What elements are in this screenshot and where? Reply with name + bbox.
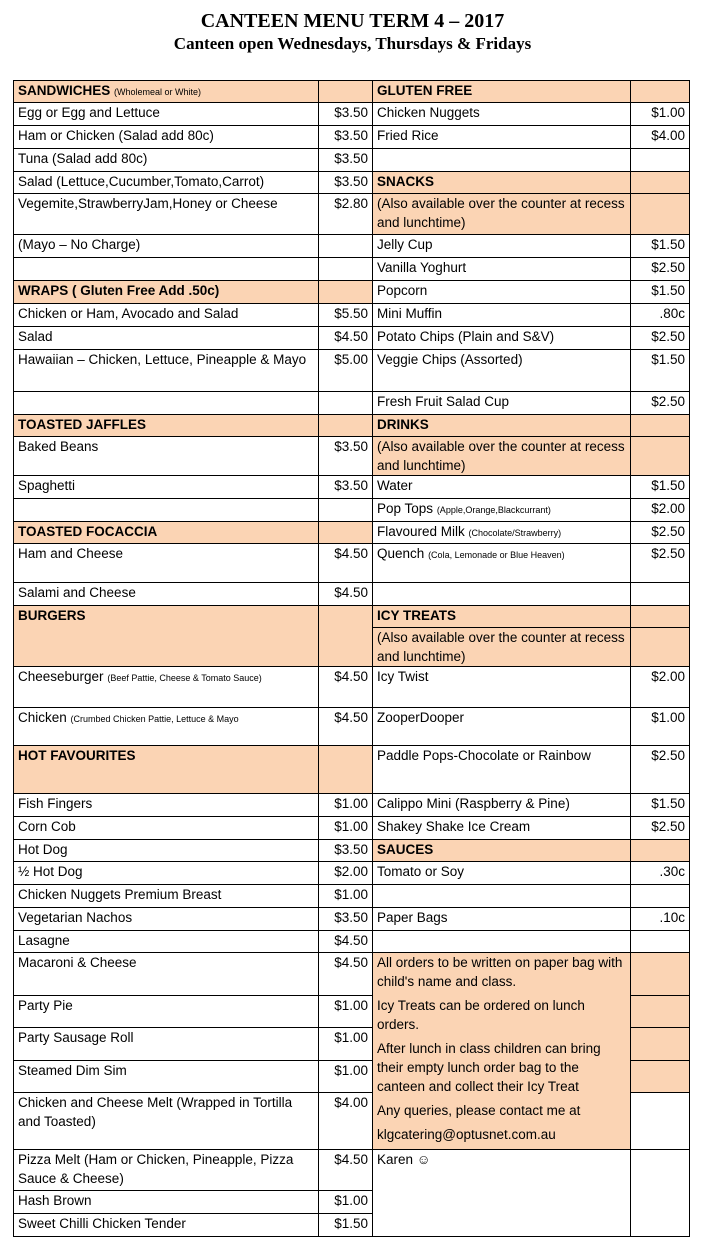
menu-item-detail: (Chocolate/Strawberry) xyxy=(468,528,562,538)
menu-item-name: Water xyxy=(373,476,631,499)
table-row xyxy=(14,103,690,126)
menu-item-price: $4.00 xyxy=(631,126,690,149)
menu-item-price: $1.50 xyxy=(631,350,690,392)
menu-item-price: $2.50 xyxy=(631,258,690,281)
menu-item-name: Steamed Dim Sim xyxy=(14,1060,319,1092)
menu-item-name: Vegetarian Nachos xyxy=(14,908,319,931)
menu-item-name: Vegemite,StrawberryJam,Honey or Cheese xyxy=(14,194,319,235)
menu-header xyxy=(0,9,705,55)
menu-item-price: $3.50 xyxy=(319,476,373,499)
table-row xyxy=(14,327,690,350)
section-header-snacks: SNACKS xyxy=(373,172,631,194)
menu-item-price: $1.00 xyxy=(319,817,373,840)
menu-item-price: $4.50 xyxy=(319,708,373,746)
menu-item-name: Potato Chips (Plain and S&V) xyxy=(373,327,631,350)
menu-item-detail: (Apple,Orange,Blackcurrant) xyxy=(436,505,551,515)
menu-item-price: $1.50 xyxy=(631,235,690,258)
menu-item-name: Chicken (Crumbed Chicken Pattie, Lettuce & Mayo xyxy=(14,708,319,746)
table-row xyxy=(14,350,690,392)
page-subtitle: Canteen open Wednesdays, Thursdays & Fridays xyxy=(173,34,532,53)
table-row xyxy=(14,392,690,415)
menu-item-name: Lasagne xyxy=(14,931,319,953)
menu-item-name: Paper Bags xyxy=(373,908,631,931)
menu-item-name: Hash Brown xyxy=(14,1191,319,1214)
order-note-line: After lunch in class children can bring their empty lunch order bag to the canteen and collect their Icy Treat xyxy=(377,1041,601,1094)
menu-item-name: Jelly Cup xyxy=(373,235,631,258)
menu-item-price: .80c xyxy=(631,304,690,327)
menu-item-name: Chicken or Ham, Avocado and Salad xyxy=(14,304,319,327)
menu-item-name: ½ Hot Dog xyxy=(14,862,319,885)
menu-item-price: $2.00 xyxy=(319,862,373,885)
section-header-drinks: DRINKS xyxy=(373,415,631,437)
table-row xyxy=(14,840,690,862)
table-row xyxy=(14,149,690,172)
table-row xyxy=(14,415,690,437)
menu-item-name: Salad xyxy=(14,327,319,350)
menu-item-price: $2.50 xyxy=(631,817,690,840)
section-header-jaffles: TOASTED JAFFLES xyxy=(14,415,319,437)
menu-item-name: Calippo Mini (Raspberry & Pine) xyxy=(373,794,631,817)
menu-item-price: $1.00 xyxy=(319,885,373,908)
menu-item-name: Paddle Pops-Chocolate or Rainbow xyxy=(373,746,631,794)
menu-item-name: Veggie Chips (Assorted) xyxy=(373,350,631,392)
contact-email: klgcatering@optusnet.com.au xyxy=(377,1127,556,1142)
table-row xyxy=(14,931,690,953)
menu-item-detail: (Beef Pattie, Cheese & Tomato Sauce) xyxy=(107,673,262,683)
menu-item-name: Shakey Shake Ice Cream xyxy=(373,817,631,840)
table-row xyxy=(14,583,690,606)
menu-item-price: $4.50 xyxy=(319,1150,373,1191)
menu-item-name: Pizza Melt (Ham or Chicken, Pineapple, Pizza Sauce & Cheese) xyxy=(14,1150,319,1191)
menu-item-name: Flavoured Milk (Chocolate/Strawberry) xyxy=(373,522,631,544)
menu-item-name: Chicken and Cheese Melt (Wrapped in Tortilla and Toasted) xyxy=(14,1092,319,1149)
menu-item-price: $2.50 xyxy=(631,392,690,415)
menu-item-price: $3.50 xyxy=(319,172,373,194)
section-header-focaccia: TOASTED FOCACCIA xyxy=(14,522,319,544)
page-title: CANTEEN MENU TERM 4 – 2017 xyxy=(200,10,505,32)
menu-table xyxy=(13,80,690,1237)
menu-item-price: $1.00 xyxy=(631,708,690,746)
table-row xyxy=(14,862,690,885)
table-row xyxy=(14,746,690,794)
menu-item-name: Baked Beans xyxy=(14,437,319,476)
menu-item-name: Quench (Cola, Lemonade or Blue Heaven) xyxy=(373,544,631,583)
table-row xyxy=(14,606,690,628)
table-row xyxy=(14,885,690,908)
icy-treats-note: (Also available over the counter at recess and lunchtime) xyxy=(373,628,631,667)
menu-item-name: Icy Twist xyxy=(373,667,631,708)
menu-item-price: $1.00 xyxy=(319,1191,373,1214)
menu-item-price: $2.00 xyxy=(631,667,690,708)
menu-item-name: Pop Tops (Apple,Orange,Blackcurrant) xyxy=(373,499,631,522)
menu-item-name: Salami and Cheese xyxy=(14,583,319,606)
menu-item-price: $3.50 xyxy=(319,126,373,149)
table-row xyxy=(14,235,690,258)
menu-item-price: $1.00 xyxy=(319,794,373,817)
menu-item-name: Mini Muffin xyxy=(373,304,631,327)
table-row xyxy=(14,281,690,304)
menu-item-price: $3.50 xyxy=(319,437,373,476)
menu-item-price: $2.50 xyxy=(631,522,690,544)
menu-item-price: $4.50 xyxy=(319,544,373,583)
menu-item-name: Ham and Cheese xyxy=(14,544,319,583)
table-row xyxy=(14,172,690,194)
menu-item-name: Hot Dog xyxy=(14,840,319,862)
menu-item-price: $1.00 xyxy=(319,1028,373,1060)
menu-item-price: $4.50 xyxy=(319,953,373,996)
menu-item-price: $2.50 xyxy=(631,327,690,350)
menu-item-price: $4.50 xyxy=(319,667,373,708)
menu-item-name: Sweet Chilli Chicken Tender xyxy=(14,1214,319,1237)
table-row xyxy=(14,794,690,817)
menu-item-name: Chicken Nuggets Premium Breast xyxy=(14,885,319,908)
menu-item-name: Popcorn xyxy=(373,281,631,304)
menu-item-price: $4.50 xyxy=(319,583,373,606)
menu-item-price: $1.50 xyxy=(631,281,690,304)
section-header-wraps: WRAPS ( Gluten Free Add .50c) xyxy=(14,281,319,304)
menu-item-price: $1.00 xyxy=(319,996,373,1028)
menu-item-name: Egg or Egg and Lettuce xyxy=(14,103,319,126)
menu-item-name: Corn Cob xyxy=(14,817,319,840)
order-notes xyxy=(373,953,631,1150)
order-note-line: Any queries, please contact me at xyxy=(377,1103,581,1118)
menu-item-price: $2.00 xyxy=(631,499,690,522)
table-row xyxy=(14,667,690,708)
menu-item-price: $2.50 xyxy=(631,746,690,794)
menu-item-price: $4.50 xyxy=(319,327,373,350)
menu-item-name: Vanilla Yoghurt xyxy=(373,258,631,281)
menu-item-detail: (Crumbed Chicken Pattie, Lettuce & Mayo xyxy=(70,714,239,724)
menu-item-name: Salad (Lettuce,Cucumber,Tomato,Carrot) xyxy=(14,172,319,194)
order-note-line: All orders to be written on paper bag with child's name and class. xyxy=(377,955,623,989)
menu-item-name: Party Sausage Roll xyxy=(14,1028,319,1060)
menu-item-price: $1.50 xyxy=(631,794,690,817)
menu-item-detail: (Cola, Lemonade or Blue Heaven) xyxy=(428,550,565,560)
menu-item-price: $1.50 xyxy=(319,1214,373,1237)
menu-item-price: $1.50 xyxy=(631,476,690,499)
drinks-note: (Also available over the counter at recess and lunchtime) xyxy=(373,437,631,476)
menu-item-name: Spaghetti xyxy=(14,476,319,499)
table-row xyxy=(14,437,690,476)
table-row xyxy=(14,194,690,235)
snacks-note: (Also available over the counter at recess and lunchtime) xyxy=(373,194,631,235)
menu-item-name: Macaroni & Cheese xyxy=(14,953,319,996)
sandwiches-note: (Wholemeal or White) xyxy=(114,87,202,97)
table-row xyxy=(14,708,690,746)
table-row xyxy=(14,258,690,281)
section-header-icy-treats: ICY TREATS xyxy=(373,606,631,628)
menu-item-price xyxy=(319,235,373,258)
menu-item-name: Tomato or Soy xyxy=(373,862,631,885)
menu-item-name: Ham or Chicken (Salad add 80c) xyxy=(14,126,319,149)
menu-item-price: $2.80 xyxy=(319,194,373,235)
menu-item-name: Tuna (Salad add 80c) xyxy=(14,149,319,172)
table-row xyxy=(14,953,690,996)
table-row xyxy=(14,476,690,499)
table-row xyxy=(14,499,690,522)
section-header-sandwiches: SANDWICHES (Wholemeal or White) xyxy=(14,81,319,103)
section-header-sauces: SAUCES xyxy=(373,840,631,862)
table-row xyxy=(14,304,690,327)
menu-item-name: Chicken Nuggets xyxy=(373,103,631,126)
menu-item-name: Cheeseburger (Beef Pattie, Cheese & Tomato Sauce) xyxy=(14,667,319,708)
table-row xyxy=(14,1150,690,1191)
menu-item-name: Fish Fingers xyxy=(14,794,319,817)
menu-item-price: $2.50 xyxy=(631,544,690,583)
menu-item-price: .10c xyxy=(631,908,690,931)
menu-item-price: $1.00 xyxy=(631,103,690,126)
menu-item-price: $4.50 xyxy=(319,931,373,953)
menu-item-price: $5.50 xyxy=(319,304,373,327)
order-note-line: Icy Treats can be ordered on lunch orders. xyxy=(377,998,585,1032)
table-row xyxy=(14,81,690,103)
menu-item-name: (Mayo – No Charge) xyxy=(14,235,319,258)
table-row xyxy=(14,522,690,544)
menu-item-name: Party Pie xyxy=(14,996,319,1028)
menu-item-price: $3.50 xyxy=(319,908,373,931)
menu-item-name: Fried Rice xyxy=(373,126,631,149)
section-header-burgers: BURGERS xyxy=(14,606,319,667)
table-row xyxy=(14,908,690,931)
menu-item-price: $3.50 xyxy=(319,103,373,126)
menu-item-price: $3.50 xyxy=(319,149,373,172)
menu-item-name: ZooperDooper xyxy=(373,708,631,746)
menu-item-price: $4.00 xyxy=(319,1092,373,1149)
menu-item-price: $1.00 xyxy=(319,1060,373,1092)
menu-item-price: $5.00 xyxy=(319,350,373,392)
table-row xyxy=(14,126,690,149)
signoff: Karen ☺ xyxy=(373,1150,631,1237)
menu-item-price: $3.50 xyxy=(319,840,373,862)
table-row xyxy=(14,544,690,583)
section-header-gluten-free: GLUTEN FREE xyxy=(373,81,631,103)
menu-item-name: Fresh Fruit Salad Cup xyxy=(373,392,631,415)
section-header-hot-favourites: HOT FAVOURITES xyxy=(14,746,319,794)
menu-item-price: .30c xyxy=(631,862,690,885)
menu-item-name: Hawaiian – Chicken, Lettuce, Pineapple & Mayo xyxy=(14,350,319,392)
table-row xyxy=(14,817,690,840)
